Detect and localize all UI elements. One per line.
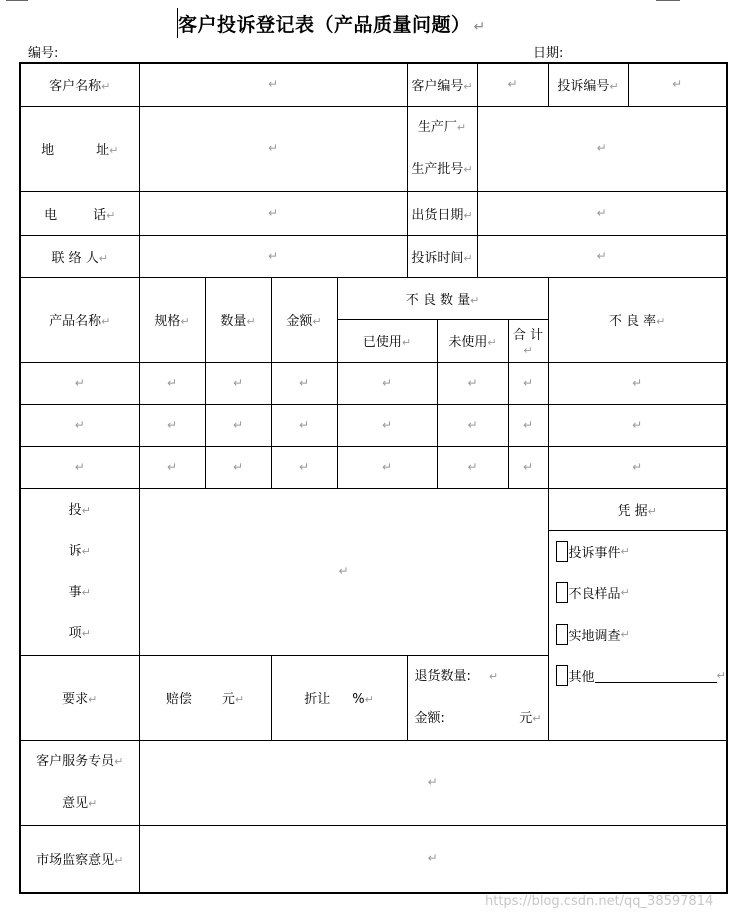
used-cell[interactable]: ↵ [337,362,437,404]
complaint-no-field[interactable]: ↵ [628,63,727,106]
ship-date-label: 出货日期↵ [407,191,477,235]
manufacturer-batch-label [407,106,477,191]
defect-rate-header: 不 良 率↵ [548,277,727,362]
date-label: 日期: [533,46,564,61]
spec-cell[interactable]: ↵ [139,362,205,404]
return-qty-line: 退货数量: ↵ [414,668,499,684]
amount-cell[interactable]: ↵ [271,404,337,446]
paragraph-mark-icon: ↵ [473,19,486,35]
cs-opinion-label: 客户服务专员↵ 意见↵ [20,740,139,825]
total-cell[interactable]: ↵ [508,362,548,404]
cs-opinion-field[interactable]: ↵ [139,740,727,825]
amount-cell[interactable]: ↵ [271,446,337,488]
row-address [20,106,727,191]
amount-cell[interactable]: ↵ [271,362,337,404]
product-name-cell[interactable]: ↵ [20,362,139,404]
other-blank-line[interactable] [595,668,717,683]
request-label: 要求↵ [20,655,139,740]
row-customer-name [20,63,727,106]
table-row [20,404,727,446]
product-name-cell[interactable]: ↵ [20,446,139,488]
top-edge-line-left [6,0,28,1]
product-name-cell[interactable]: ↵ [20,404,139,446]
row-product-header [20,277,727,319]
evidence-option[interactable]: 不良样品 ↵ [549,572,726,614]
batch-no-label: 生产批号↵ [411,161,473,177]
defect-rate-cell[interactable]: ↵ [548,446,727,488]
contact-field[interactable]: ↵ [139,235,407,277]
address-label: 地 址↵ [20,106,139,191]
spec-header: 规格↵ [139,277,205,362]
quantity-cell[interactable]: ↵ [205,446,271,488]
manufacturer-label: 生产厂↵ [417,119,467,135]
total-cell[interactable]: ↵ [508,404,548,446]
checkbox-icon[interactable] [556,541,568,562]
compensation-field[interactable]: 赔偿 元↵ [139,655,271,740]
complaint-time-label: 投诉时间↵ [407,235,477,277]
checkbox-icon[interactable] [556,665,568,686]
quantity-cell[interactable]: ↵ [205,362,271,404]
table-row [20,446,727,488]
quantity-cell[interactable]: ↵ [205,404,271,446]
return-field[interactable] [407,655,548,740]
total-header: 合 计↵ [508,319,548,362]
complaint-items-label: 投↵ 诉↵ 事↵ 项↵ [20,488,139,655]
total-cell[interactable]: ↵ [508,446,548,488]
evidence-options [548,530,727,740]
customer-no-field[interactable]: ↵ [477,63,548,106]
phone-label: 电 话↵ [20,191,139,235]
discount-field[interactable]: 折让 %↵ [271,655,407,740]
checkbox-icon[interactable] [556,582,568,603]
ship-date-field[interactable]: ↵ [477,191,727,235]
title-text: 客户投诉登记表（产品质量问题） [178,14,471,36]
contact-label: 联 络 人↵ [20,235,139,277]
amount-header: 金额↵ [271,277,337,362]
number-label: 编号: [28,46,59,61]
document-title[interactable] [178,10,486,37]
phone-field[interactable]: ↵ [139,191,407,235]
checkbox-icon[interactable] [556,624,568,645]
quantity-header: 数量↵ [205,277,271,362]
unused-cell[interactable]: ↵ [437,446,508,488]
defect-rate-cell[interactable]: ↵ [548,362,727,404]
market-opinion-label: 市场监察意见↵ [20,825,139,893]
unused-header: 未使用↵ [437,319,508,362]
manufacturer-batch-field[interactable]: ↵ [477,106,727,191]
evidence-option[interactable]: 其他 ↵ [549,655,726,697]
top-edge-line-right [656,0,680,1]
spec-cell[interactable]: ↵ [139,404,205,446]
row-contact [20,235,727,277]
customer-name-field[interactable]: ↵ [139,63,407,106]
address-field[interactable]: ↵ [139,106,407,191]
complaint-no-label: 投诉编号↵ [548,63,628,106]
complaint-time-field[interactable]: ↵ [477,235,727,277]
unused-cell[interactable]: ↵ [437,404,508,446]
defect-rate-cell[interactable]: ↵ [548,404,727,446]
used-cell[interactable]: ↵ [337,404,437,446]
defect-qty-header: 不 良 数 量↵ [337,277,548,319]
complaint-items-field[interactable]: ↵ [139,488,548,655]
product-name-header: 产品名称↵ [20,277,139,362]
evidence-option[interactable]: 实地调查 ↵ [549,614,726,656]
return-amount-line: 金额: 元↵ [414,710,542,726]
market-opinion-field[interactable]: ↵ [139,825,727,893]
watermark: https://blog.csdn.net/qq_38597814 [485,894,714,909]
table-row [20,362,727,404]
evidence-header: 凭 据↵ [548,488,727,530]
used-cell[interactable]: ↵ [337,446,437,488]
row-complaint-items [20,488,727,530]
row-phone [20,191,727,235]
unused-cell[interactable]: ↵ [437,362,508,404]
row-market-opinion [20,825,727,893]
evidence-option[interactable]: 投诉事件 ↵ [549,531,726,573]
used-header: 已使用↵ [337,319,437,362]
spec-cell[interactable]: ↵ [139,446,205,488]
customer-no-label: 客户编号↵ [407,63,477,106]
row-cs-opinion [20,740,727,825]
customer-name-label: 客户名称↵ [20,63,139,106]
complaint-form-table [19,62,728,894]
